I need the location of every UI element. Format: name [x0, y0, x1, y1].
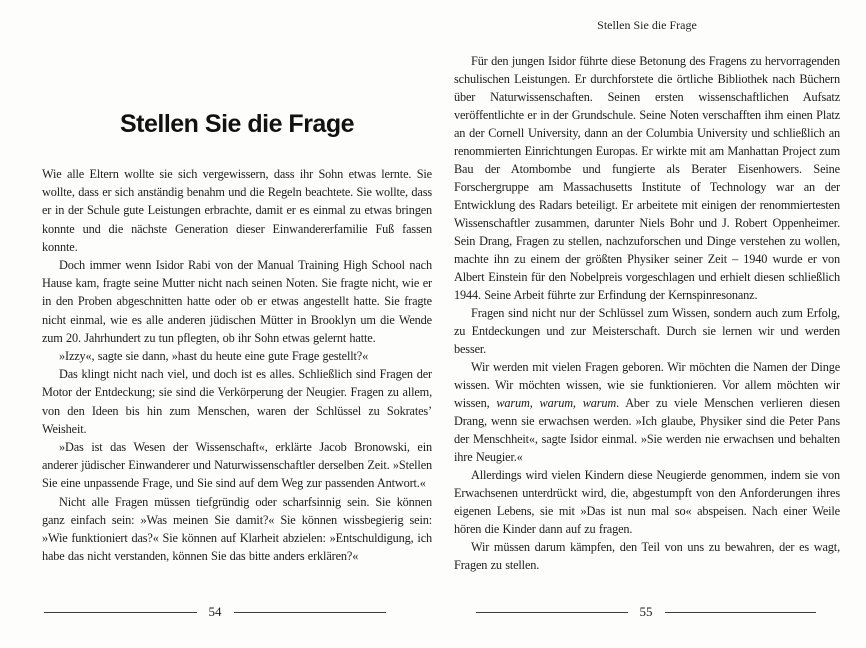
- paragraph: [42, 365, 432, 438]
- text-run: Doch immer wenn Isidor Rabi von der Manual Training High School nach Hause kam, fragte seine Mutter nicht nach seinen Noten. Sie fragte nicht, wie er in den Proben abgeschnitten hatte oder ob er etwas angestellt hatte. Sie fragte nicht einmal, wie es alle anderen jüdischen Mütter in Brooklyn um die Wende zum 20. Jahrhundert zu tun pflegten, ob ihr Sohn etwas gelernt hatte.: [42, 258, 432, 345]
- text-run: . Aber zu viele Menschen verlieren diesen Drang, wenn sie erwachsen werden. »Ich glaube, Physiker sind die Peter Pans der Menschheit«, sagte Isidor einmal. »Sie werden nie erwachsen und behalten ihre Neugier.«: [454, 396, 840, 464]
- paragraph: [42, 256, 432, 347]
- text-run: Das klingt nicht nach viel, und doch ist es alles. Schließlich sind Fragen der Motor der Entdeckung; sie sind die Verkörperung der Neugier. Fragen zu allem, von den Ideen bis hin zum Menschen, waren der Schlüssel zu Sokrates’ Weisheit.: [42, 367, 432, 436]
- paragraph: [454, 52, 840, 304]
- footer-rule-right: [665, 612, 817, 613]
- page-right: [454, 0, 840, 648]
- text-run: Für den jungen Isidor führte diese Betonung des Fragens zu hervorragenden schulischen Leistungen. Er durchforstete die örtliche Bibliothek nach Büchern über Naturwissenschaften. Seinen ersten wissenschaftlichen Aufsatz veröffentlichte er in der Grundschule. Seine Noten verschafften ihm einen Platz an der Cornell University, dann an der Columbia University und schließlich an renommierten Einrichtungen Europas. Er wirkte mit am Manhattan Project zum Bau der Atombombe und fungierte als Berater Eisenhowers. Seine Forschergruppe am Massachusetts Institute of Technology war an der Entwicklung des Radars beteiligt. Er arbeitete mit einigen der renommiertesten Wissenschaftler zusammen, darunter Niels Bohr und J. Robert Oppenheimer. Sein Drang, Fragen zu stellen, nachzuforschen und Dinge verstehen zu wollen, machte ihn zu einem der größten Physiker seiner Zeit – 1940 wurde er von Albert Einstein für den Nobelpreis vorgeschlagen und erhielt diesen schließlich 1944. Seine Arbeit führte zur Erfindung der Kernspinresonanz.: [454, 54, 840, 302]
- left-page-body: [42, 165, 432, 607]
- text-run: Nicht alle Fragen müssen tiefgründig oder scharfsinnig sein. Sie können ganz einfach sein: »Was meinen Sie damit?« Sie können wissbegierig sein: »Wie funktioniert das?« Sie können auf Klarheit abzielen: »Entschuldigung, ich habe das nicht verstanden, können Sie das bitte anders erklären?«: [42, 494, 432, 564]
- right-page-footer: [476, 604, 816, 620]
- paragraph: [42, 438, 432, 493]
- text-run: »Izzy«, sagte sie dann, »hast du heute eine gute Frage gestellt?«: [59, 349, 369, 364]
- text-run: Allerdings wird vielen Kindern diese Neugierde genommen, indem sie von Erwachsenen unterdrückt wird, die, abgestumpft von den Anforderungen ihres eigenen Lebens, sie mit »Das ist nun mal so« abspeisen. Nach einer Weile hören die Kinder dann auf zu fragen.: [454, 468, 840, 536]
- chapter-title: Stellen Sie die Frage: [119, 110, 355, 138]
- text-run: »Das ist das Wesen der Wissenschaft«, erklärte Jacob Bronowski, ein anderer jüdischer Einwanderer und Naturwissenschaftler derselben Zeit. »Stellen Sie eine unpassende Frage, und Sie sind auf dem Weg zur passenden Antwort.«: [42, 440, 432, 491]
- footer-rule-right: [234, 612, 387, 613]
- footer-rule-left: [476, 612, 628, 613]
- right-page-number: 55: [639, 604, 653, 619]
- page-left: [42, 0, 432, 648]
- paragraph: [454, 358, 840, 466]
- paragraph: [454, 466, 840, 538]
- left-page-footer: [44, 604, 386, 620]
- running-header: Stellen Sie die Frage: [597, 18, 697, 32]
- paragraph: [454, 538, 840, 574]
- italic-text-run: warum, warum, warum: [496, 396, 617, 410]
- text-run: Fragen sind nicht nur der Schlüssel zum Wissen, sondern auch zum Erfolg, zu Entdeckungen und zur Meisterschaft. Durch sie lernen wir und werden besser.: [454, 306, 840, 356]
- text-run: Wie alle Eltern wollte sie sich vergewissern, dass ihr Sohn etwas lernte. Sie wollte, dass er sich anständig benahm und die Regeln beachtete. Sie wollte, dass er in der Schule gute Leistungen erbrachte, damit er es einmal zu etwas bringen konnte und die nächste Generation dieser Einwandererfamilie Fuß fassen konnte.: [42, 167, 432, 254]
- paragraph: [42, 493, 432, 566]
- text-run: Wir müssen darum kämpfen, den Teil von uns zu bewahren, der es wagt, Fragen zu stellen.: [454, 540, 840, 572]
- footer-rule-left: [44, 612, 197, 613]
- paragraph: [42, 165, 432, 256]
- left-page-number: 54: [208, 604, 222, 619]
- text-run: Wir werden mit vielen Fragen geboren. Wir möchten die Namen der Dinge wissen. Wir möchten wissen, wie sie funktionieren. Vor allem möchten wir wissen,: [454, 360, 840, 410]
- right-page-body: [454, 52, 840, 610]
- paragraph: [42, 347, 432, 365]
- paragraph: [454, 304, 840, 358]
